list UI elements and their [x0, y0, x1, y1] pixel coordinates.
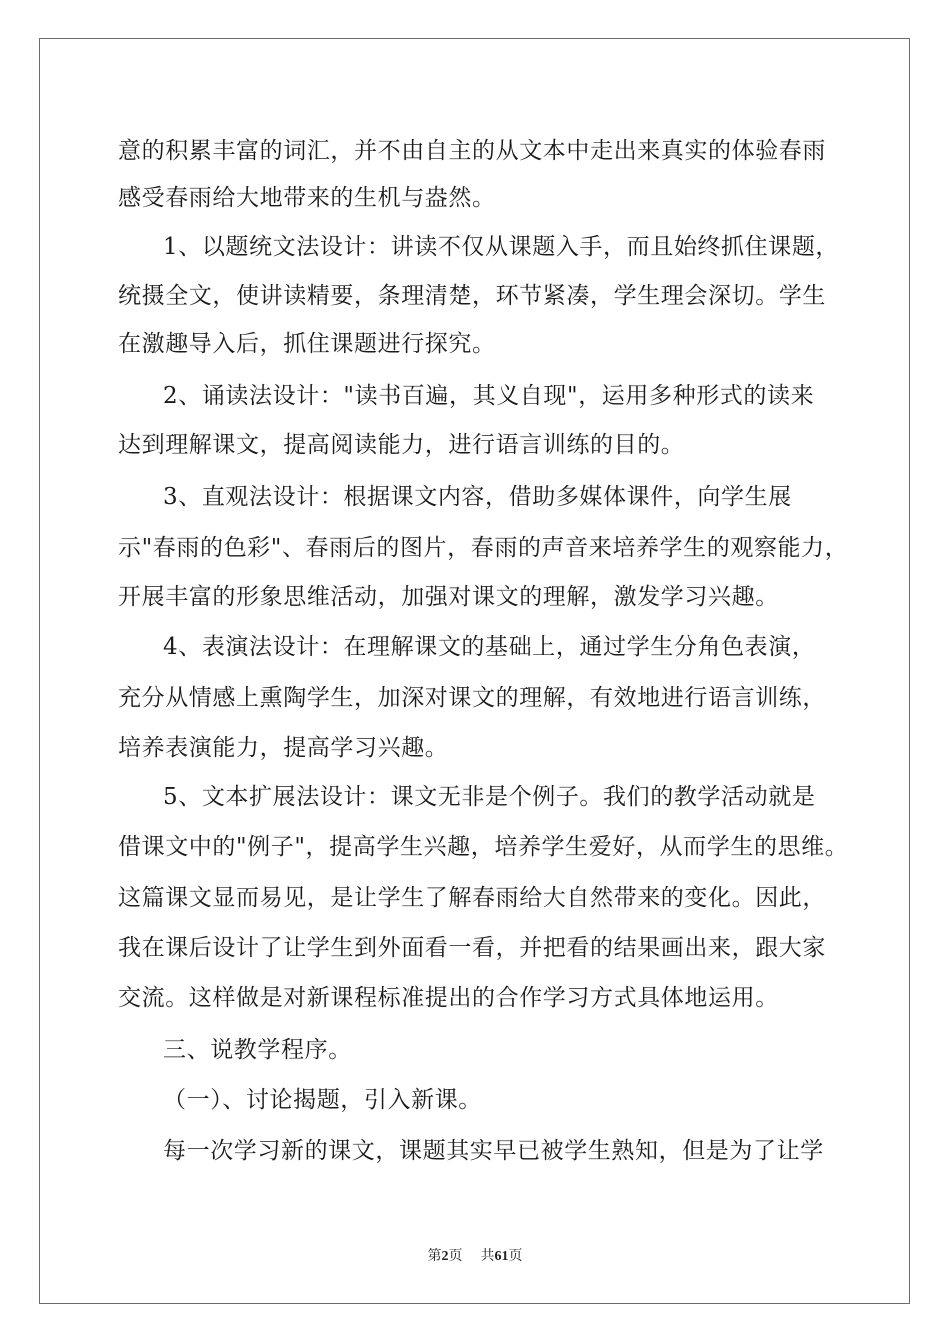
subsection-heading: （一）、讨论揭题，引入新课。: [163, 1087, 482, 1113]
footer-page-total: 61: [494, 1249, 509, 1264]
text-line-3: 1、以题统文法设计：讲读不仅从课题入手，而且始终抓住课题，: [163, 234, 840, 260]
text-line-2: 感受春雨给大地带来的生机与盎然。: [118, 185, 496, 211]
text-line-7: 达到理解课文，提高阅读能力，进行语言训练的目的。: [118, 432, 685, 458]
footer-page-prefix: 第: [427, 1249, 442, 1264]
text-line-8: 3、直观法设计：根据课文内容，借助多媒体课件，向学生展: [163, 484, 792, 510]
text-line-14: 5、文本扩展法设计：课文无非是个例子。我们的教学活动就是: [163, 784, 816, 810]
text-line-1: 意的积累丰富的词汇，并不由自主的从文本中走出来真实的体验春雨: [118, 138, 826, 164]
text-line-10: 开展丰富的形象思维活动，加强对课文的理解，激发学习兴趣。: [118, 584, 779, 610]
text-line-18: 交流。这样做是对新课程标准提出的合作学习方式具体地运用。: [118, 985, 779, 1011]
footer-page-unit: 页: [448, 1249, 463, 1264]
text-line-17: 我在课后设计了让学生到外面看一看，并把看的结果画出来，跟大家: [118, 935, 826, 961]
text-line-13: 培养表演能力，提高学习兴趣。: [118, 735, 449, 761]
text-line-4: 统摄全文，使讲读精要，条理清楚，环节紧凑，学生理会深切。学生: [118, 283, 826, 309]
footer-total-prefix: 共: [480, 1249, 495, 1264]
text-line-11: 4、表演法设计：在理解课文的基础上，通过学生分角色表演，: [163, 634, 816, 660]
text-line-15: 借课文中的"例子"，提高学生兴趣，培养学生爱好，从而学生的思维。: [118, 834, 849, 860]
text-line-21: 每一次学习新的课文，课题其实早已被学生熟知，但是为了让学: [163, 1138, 824, 1164]
text-line-12: 充分从情感上熏陶学生，加深对课文的理解，有效地进行语言训练，: [118, 685, 826, 711]
footer-total-unit: 页: [508, 1249, 523, 1264]
section-heading: 三、说教学程序。: [163, 1037, 352, 1063]
text-line-16: 这篇课文显而易见，是让学生了解春雨给大自然带来的变化。因此，: [118, 885, 826, 911]
text-line-9: 示"春雨的色彩"、春雨后的图片，春雨的声音来培养学生的观察能力，: [118, 535, 849, 561]
footer-page-current: 2: [441, 1249, 449, 1264]
text-line-5: 在激趣导入后，抓住课题进行探究。: [118, 331, 496, 357]
text-line-6: 2、诵读法设计："读书百遍，其义自现"，运用多种形式的读来: [163, 383, 815, 409]
page-footer: [0, 1248, 950, 1266]
